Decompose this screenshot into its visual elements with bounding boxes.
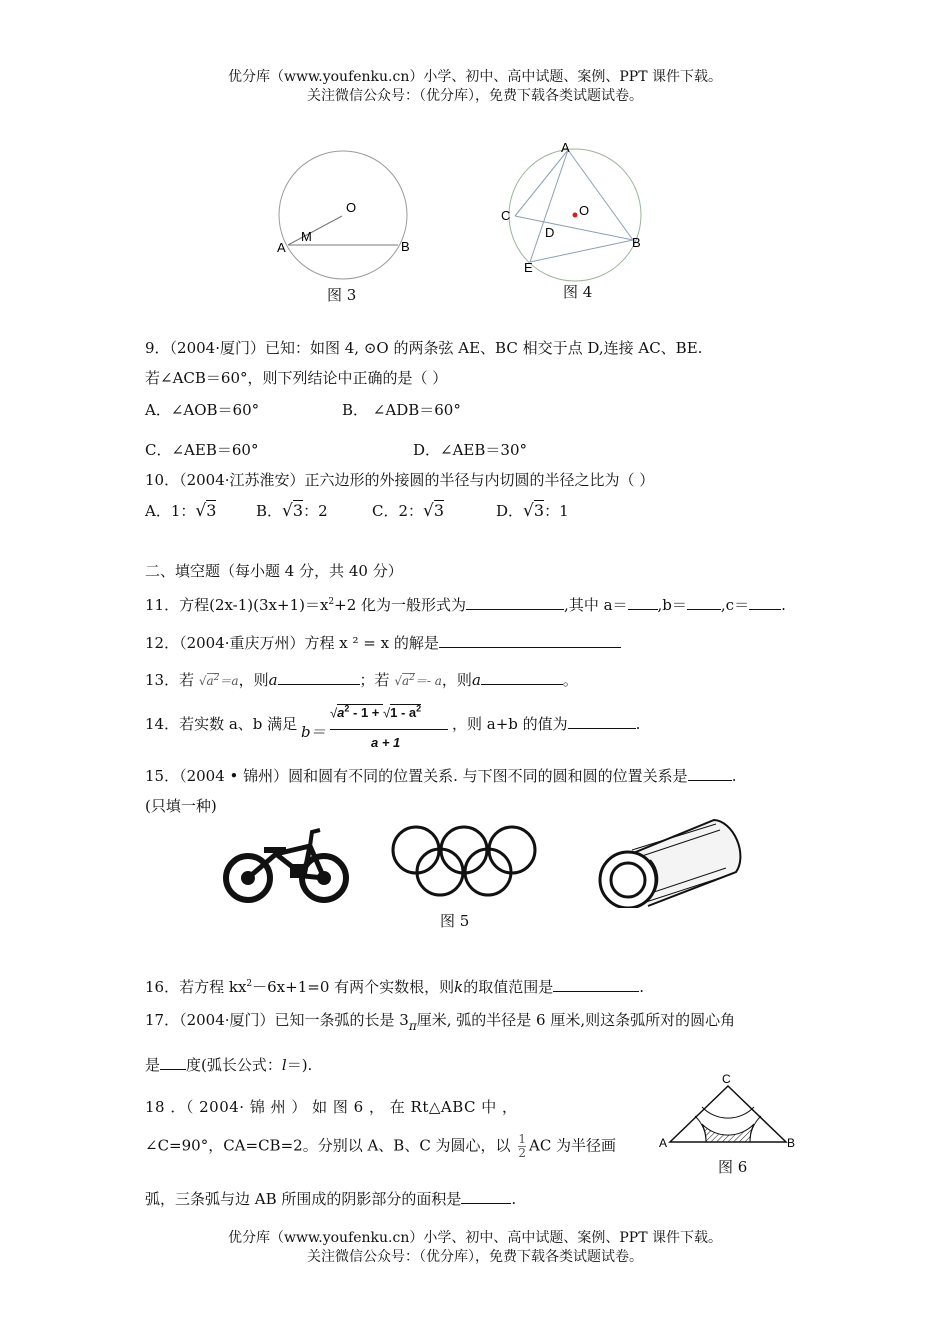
- q13-var-2: a: [471, 671, 481, 689]
- q10-option-d-sqrt-arg: 3: [533, 501, 545, 520]
- q17-text-2-post: ＝).: [286, 1056, 313, 1074]
- fig3-label-m: M: [301, 229, 312, 244]
- q15-text: 15．（2004 • 锦州）圆和圆有不同的位置关系. 与下图不同的圆和圆的位置关系是: [145, 767, 688, 785]
- q16-text-start: 16．若方程 kx: [145, 978, 247, 996]
- q16-blank[interactable]: [553, 977, 639, 992]
- q10-option-b-label: B．: [256, 502, 283, 520]
- q12-blank[interactable]: [439, 633, 621, 648]
- q14-blank[interactable]: [568, 714, 636, 729]
- q14-num-mid: - 1 +: [349, 705, 383, 721]
- fig4-caption: 图 4: [563, 283, 593, 301]
- q13: 13．若 $√a^2=a$，则a ；若 $√a^2=-$ a，则a 。: [145, 671, 578, 689]
- q13-end: 。: [562, 671, 578, 689]
- q11-blank-c[interactable]: [749, 595, 781, 610]
- q17-text-2-mid: 度(弧长公式：: [186, 1056, 282, 1074]
- fig4-label-a: A: [561, 140, 570, 155]
- q9-option-c: C．∠AEB＝60°: [145, 441, 259, 459]
- q18-text-2-start: ∠C=90°，CA=CB=2。分别以 A、B、C 为圆心，以: [145, 1136, 511, 1155]
- q10-option-c-sqrt-arg: 3: [433, 501, 445, 520]
- fig4-chord-cb: [515, 216, 633, 240]
- fig4-chord-eb: [530, 240, 633, 262]
- q10-option-b-sqrt-arg: 3: [292, 501, 304, 520]
- q13-expr-1: ＝a: [219, 674, 239, 688]
- q10-option-d-tail: ：1: [544, 502, 569, 520]
- q17-text-post: 厘米, 弧的半径是 6 厘米,则这条弧所对的圆心角: [416, 1011, 736, 1029]
- q11-end: .: [781, 596, 786, 614]
- q11-text-c: ,c＝: [720, 596, 750, 614]
- q18-text-3: 弧，三条弧与边 AB 所围成的阴影部分的面积是: [145, 1190, 462, 1208]
- fig4-label-d: D: [545, 225, 555, 240]
- q18-blank[interactable]: [461, 1189, 511, 1204]
- q13-expr-2: ＝- a: [414, 674, 442, 688]
- q13-radicand-2: a: [402, 674, 410, 688]
- footer-line-1: 优分库（www.youfenku.cn）小学、初中、高中试题、案例、PPT 课件下载。: [227, 1230, 722, 1246]
- header-line-2: 关注微信公众号：（优分库），免费下载各类试题试卷。: [307, 88, 643, 104]
- q13-radicand-2-exp: 2: [409, 673, 415, 683]
- fig6-caption: 图 6: [718, 1158, 748, 1176]
- q9-line-1: 9．（2004·厦门）已知：如图 4, ⊙O 的两条弦 AE、BC 相交于点 D,连接 AC、BE.: [145, 339, 703, 357]
- q13-text-start: 13．若: [145, 671, 195, 689]
- q17-var-l: l: [281, 1056, 287, 1074]
- q18-fraction: [518, 1133, 526, 1160]
- fig3-label-a: A: [277, 240, 286, 255]
- q17-text-2-start: 是: [145, 1056, 161, 1074]
- q14-b-equals: b＝: [301, 723, 326, 741]
- q13-then-2: ，则: [441, 671, 472, 689]
- q10-option-b: B．√3：2: [256, 501, 328, 521]
- q16-text-mid: －6x+1=0 有两个实数根，则: [252, 978, 455, 996]
- figure-6: [656, 1072, 798, 1152]
- q15-blank[interactable]: [688, 766, 732, 781]
- q13-blank-2[interactable]: [481, 670, 563, 685]
- fig5-olympic-rings-image: [388, 822, 540, 900]
- q14-text-post: ，则 a+b 的值为: [452, 715, 568, 733]
- q18-line-3: [145, 1189, 516, 1209]
- q16: [145, 974, 644, 997]
- q14-num-a2: 1 - a: [390, 705, 417, 721]
- q11-text-a: ,其中 a＝: [564, 596, 628, 614]
- q17-pi: π: [408, 1019, 417, 1033]
- q14-numerator: $√a^2 - 1 + √1 - a^2$: [330, 704, 422, 721]
- fig5-caption: 图 5: [440, 912, 470, 930]
- fig4-label-c: C: [501, 208, 511, 223]
- fig3-caption: 图 3: [327, 286, 357, 304]
- fig4-label-o: O: [579, 203, 590, 218]
- fig6-shaded-region: [702, 1124, 754, 1142]
- q10-option-a: A．1：√3: [145, 501, 217, 521]
- fig5-bicycle-image: [220, 824, 352, 906]
- q13-semi: ；若: [359, 671, 390, 689]
- fig4-label-b: B: [632, 235, 641, 250]
- q9-option-a: A．∠AOB＝60°: [145, 401, 260, 419]
- q18-text-2-post: AC 为半径画: [528, 1136, 617, 1155]
- q10-option-a-label: A．1：: [145, 502, 196, 520]
- q13-then-1: ，则: [238, 671, 269, 689]
- q14-tail: [452, 714, 640, 734]
- fig4-center-dot: [573, 213, 578, 218]
- q11: [145, 592, 786, 615]
- q18-frac-den: 2: [518, 1146, 526, 1160]
- fig4-chord-ac: [515, 150, 568, 216]
- q10-line: 10．（2004·江苏淮安）正六边形的外接圆的半径与内切圆的半径之比为（ ）: [145, 471, 655, 489]
- q13-var-1: a: [268, 671, 278, 689]
- q18-frac-num: 1: [518, 1132, 526, 1146]
- fig5-pipe-image: [596, 812, 746, 908]
- q11-blank-form[interactable]: [466, 595, 564, 610]
- q9-option-d: D．∠AEB＝30°: [413, 441, 527, 459]
- q15-end: .: [731, 767, 737, 785]
- q11-text-b: ,b＝: [657, 596, 687, 614]
- fig6-triangle: [670, 1086, 786, 1142]
- q17-line-2: [145, 1055, 312, 1075]
- q18-end: .: [511, 1190, 517, 1208]
- q15-line-1: [145, 766, 736, 786]
- q11-text-mid: +2 化为一般形式为: [334, 596, 467, 614]
- section-2-title: 二、填空题（每小题 4 分，共 40 分）: [145, 562, 403, 580]
- q16-text-post: 的取值范围是: [463, 978, 554, 996]
- fig3-label-o: O: [346, 200, 357, 215]
- q13-blank-1[interactable]: [278, 670, 360, 685]
- fig4-chord-ab: [568, 150, 633, 240]
- q14-fraction-bar: [330, 729, 448, 730]
- q15-line-2: (只填一种): [145, 797, 217, 815]
- q14-end: .: [635, 715, 641, 733]
- fig6-label-a: A: [659, 1136, 668, 1150]
- q10-option-c: C．2：√3: [372, 501, 445, 521]
- q18-line-2: [145, 1133, 616, 1160]
- fig6-label-b: B: [787, 1136, 796, 1150]
- figure-4: [495, 138, 655, 283]
- q13-radicand-1-exp: 2: [213, 673, 220, 683]
- q14-denominator: a + 1: [371, 735, 401, 750]
- q10-option-c-label: C．2：: [372, 502, 424, 520]
- q16-var-k: k: [454, 978, 464, 996]
- fig3-segment-ao: [288, 216, 342, 245]
- q14-num-exp2: 2: [416, 704, 422, 714]
- q14-num-a1: a: [337, 705, 345, 721]
- q16-end: .: [639, 978, 645, 996]
- footer-line-2: 关注微信公众号：（优分库），免费下载各类试题试卷。: [307, 1249, 643, 1265]
- header-line-1: 优分库（www.youfenku.cn）小学、初中、高中试题、案例、PPT 课件下载。: [227, 69, 722, 85]
- q10-option-d-label: D．: [496, 502, 524, 520]
- q14-text-start: 14．若实数 a、b 满足: [145, 715, 298, 733]
- q13-radicand-1: a: [206, 674, 214, 688]
- q11-blank-a[interactable]: [628, 595, 658, 610]
- fig4-chord-ae: [530, 150, 568, 262]
- q11-exponent: 2: [328, 597, 335, 607]
- q16-exponent: 2: [246, 979, 253, 989]
- fig4-label-e: E: [524, 260, 533, 275]
- figure-3: [270, 150, 420, 280]
- q18-line-1: 18 ．（ 2004· 锦 州 ） 如 图 6 ， 在 Rt△ABC 中 ，: [145, 1098, 518, 1116]
- q14-num-exp1: 2: [344, 704, 350, 714]
- q9-line-2: 若∠ACB＝60°，则下列结论中正确的是（ ）: [145, 369, 448, 387]
- q10-option-d: D．√3：1: [496, 501, 569, 521]
- q10-option-b-tail: ：2: [303, 502, 328, 520]
- fig3-label-b: B: [401, 239, 410, 254]
- q12: [145, 633, 621, 653]
- fig6-label-c: C: [722, 1072, 731, 1086]
- q12-text: 12．（2004·重庆万州）方程 x ² = x 的解是: [145, 634, 439, 652]
- q11-text-start: 11．方程(2x-1)(3x+1)＝x: [145, 596, 329, 614]
- q10-option-a-sqrt-arg: 3: [206, 501, 217, 520]
- q9-option-b: B． ∠ADB＝60°: [342, 401, 461, 419]
- q17-line-1: [145, 1010, 735, 1031]
- q17-blank[interactable]: [160, 1055, 186, 1070]
- q17-text-start: 17．（2004·厦门）已知一条弧的长是 3: [145, 1011, 409, 1029]
- q11-blank-b[interactable]: [687, 595, 721, 610]
- fig3-circle: [279, 151, 407, 279]
